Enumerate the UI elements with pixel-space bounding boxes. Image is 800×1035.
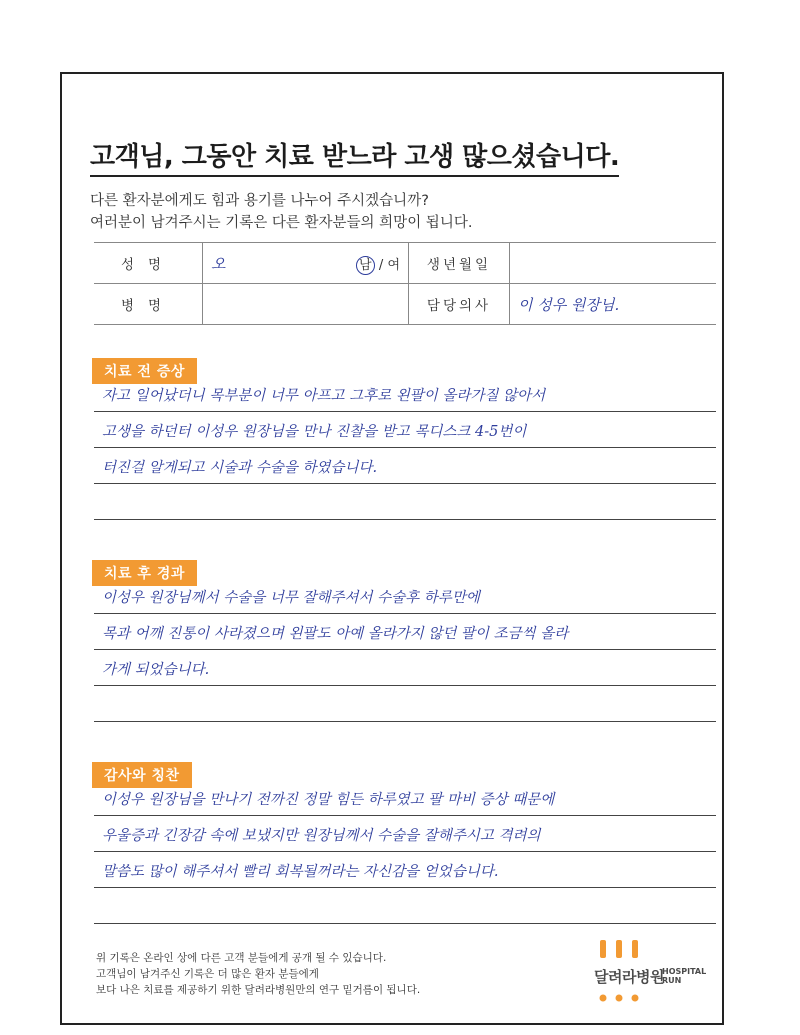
gender-female-option[interactable]: 여 <box>387 258 400 273</box>
section-tag-after-treatment: 치료 후 경과 <box>92 560 197 586</box>
doctor-label: 담당의사 <box>409 284 510 325</box>
writing-line[interactable]: 목과 어깨 진통이 사라졌으며 왼팔도 아예 올라가지 않던 팔이 조금씩 올라 <box>94 614 716 650</box>
feedback-form <box>60 72 724 1025</box>
logo-english-text <box>662 967 706 985</box>
name-field[interactable] <box>203 243 409 284</box>
patient-info-table <box>94 242 716 325</box>
after-treatment-lines[interactable] <box>94 578 716 722</box>
form-title: 고객님, 그동안 치료 받느라 고생 많으셨습니다. <box>90 136 619 177</box>
footer-notice <box>96 950 420 998</box>
writing-line[interactable] <box>94 484 716 520</box>
intro-line: 다른 환자분에게도 힘과 용기를 나누어 주시겠습니까? <box>90 193 429 209</box>
gender-separator: / <box>378 258 384 273</box>
disease-label: 병명 <box>94 284 203 325</box>
birth-field[interactable] <box>510 243 717 284</box>
writing-line[interactable]: 말씀도 많이 해주셔서 빨리 회복될꺼라는 자신감을 얻었습니다. <box>94 852 716 888</box>
footer-line: 위 기록은 온라인 상에 다른 고객 분들에게 공개 될 수 있습니다. <box>96 952 387 964</box>
birth-label: 생년월일 <box>409 243 510 284</box>
thanks-praise-lines[interactable] <box>94 780 716 924</box>
name-value: 오 <box>211 254 226 273</box>
logo-english-line: RUN <box>662 976 682 985</box>
doctor-field[interactable] <box>510 284 717 325</box>
writing-line[interactable] <box>94 888 716 924</box>
hospital-logo <box>594 940 724 1004</box>
writing-line[interactable]: 터진걸 알게되고 시술과 수술을 하였습니다. <box>94 448 716 484</box>
writing-line[interactable]: 고생을 하던터 이성우 원장님을 만나 진찰을 받고 목디스크 4-5번이 <box>94 412 716 448</box>
before-treatment-lines[interactable] <box>94 376 716 520</box>
writing-line[interactable]: 가게 되었습니다. <box>94 650 716 686</box>
logo-english-line: HOSPITAL <box>662 967 707 976</box>
writing-line[interactable]: 이성우 원장님께서 수술을 너무 잘해주셔서 수술후 하루만에 <box>94 578 716 614</box>
disease-field[interactable] <box>203 284 409 325</box>
writing-line[interactable] <box>94 686 716 722</box>
intro-line: 여러분이 남겨주시는 기록은 다른 환자분들의 희망이 됩니다. <box>90 215 473 231</box>
intro-text <box>90 190 472 234</box>
name-label: 성명 <box>94 243 203 284</box>
gender-selector[interactable] <box>356 254 400 275</box>
gender-male-option[interactable]: 남 <box>356 256 375 275</box>
section-tag-thanks-praise: 감사와 칭찬 <box>92 762 192 788</box>
section-tag-before-treatment: 치료 전 증상 <box>92 358 197 384</box>
writing-line[interactable]: 자고 일어났더니 목부분이 너무 아프고 그후로 왼팔이 올라가질 않아서 <box>94 376 716 412</box>
writing-line[interactable]: 우울증과 긴장감 속에 보냈지만 원장님께서 수술을 잘해주시고 격려의 <box>94 816 716 852</box>
doctor-value: 이 성우 원장님. <box>518 295 620 314</box>
footer-line: 고객님이 남겨주신 기록은 더 많은 환자 분들에게 <box>96 968 319 980</box>
writing-line[interactable]: 이성우 원장님을 만나기 전까진 정말 힘든 하루였고 팔 마비 증상 때문에 <box>94 780 716 816</box>
footer-line: 보다 나은 치료를 제공하기 위한 달려라병원만의 연구 밑거름이 됩니다. <box>96 984 421 996</box>
logo-korean-text: 달려라병원 <box>594 968 664 986</box>
